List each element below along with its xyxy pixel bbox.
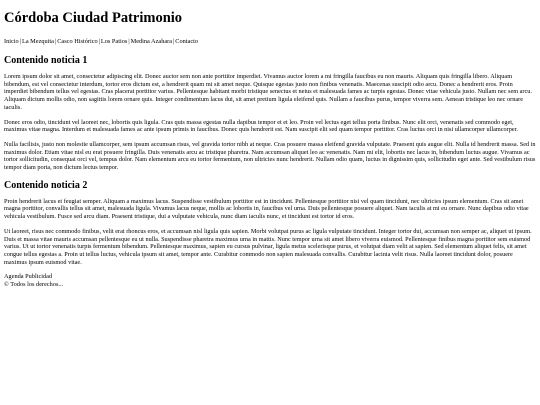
- nav-link-contacto[interactable]: Contacto: [175, 38, 199, 45]
- nav-separator: |: [54, 38, 57, 45]
- article-paragraph: Ut laoreet, risus nec commodo finibus, velit erat rhoncus eros, et accumsan nisl ligula quis sapien. Morbi volutpat purus ac ligula vulputate tincidunt. Integer tortor dui, accumsan non semper ac, aliquet ut ipsum. Duis et massa vitae mauris accumsan pellentesque eu ut nulla. Suspendisse pharetra maximus urna in mattis. Nunc tempor urna sit amet libero viverra euismod. Pellentesque finibus magna porttitor sem euismod varius. Ut ut tortor venenatis turpis fermentum bibendum. Pellentesque maximus, sapien eu cursus pulvinar, ligula metus scelerisque purus, et volutpat diam velit at sapien. Sed elementum aliquet felis, sit amet congue tellus egestas a. Proin ut tellus luctus, vehicula ipsum sit amet, tempor ante. Curabitur commodo non sapien malesuada convallis. Curabitur lacinia velit risus. Nulla laoreet tincidunt dolor, posuere maximus ipsum euismod vitae.: [4, 227, 532, 266]
- article-title: Contenido noticia 2: [4, 179, 88, 191]
- article-2: [4, 179, 536, 267]
- nav-link-la-mezquita[interactable]: La Mezquita: [21, 38, 54, 45]
- footer: [4, 273, 536, 289]
- nav-link-inicio[interactable]: Inicio: [4, 38, 19, 45]
- nav-separator: |: [173, 38, 175, 45]
- main-nav: [4, 38, 536, 46]
- footer-links-text: Agenda Publicidad: [4, 273, 53, 281]
- article-paragraph: Nulla facilisis, justo non molestie ullamcorper, sem ipsum accumsan risus, vel gravida tortor nibh at neque. Cras posuere massa eleifend gravida vulputate. Praesent quis augue elit. Nulla id hendrerit massa. Sed in maximus dolor. Etiam vitae nisl eu erat posuere fringilla. Duis venenatis arcu ac tristique pharetra. Nam accumsan aliquet leo ac venenatis. Nam mi elit, lobortis nec lacus in, bibendum luctus augue. Vivamus ac tortor sollicitudin, consequat orci vel, tempus dolor. Nam elementum arcu eu tortor fermentum, non ultricies nunc hendrerit. Nullam odio quam, luctus in dignissim quis, sollicitudin eget ante. Sed vestibulum risus tempor diam porta, non dictum lectus tempor.: [4, 140, 536, 172]
- nav-link-los-patios[interactable]: Los Patios: [100, 38, 128, 45]
- article-1: [4, 54, 536, 172]
- article-paragraph: Lorem ipsum dolor sit amet, consectetur adipiscing elit. Donec auctor sem non ante porttitor imperdiet. Vivamus auctor lorem a mi fringilla faucibus eu non mauris. Aliquam quis fringilla libero. Aliquam bibendum, est vel consectetur interdum, tortor eros dictum est, a hendrerit quam mi sit amet neque. Quisque egestas justo non finibus venenatis. Maecenas suscipit odio arcu. Donec a hendrerit eros. Proin imperdiet bibendum tellus vel egestas. Cras placerat porttitor varius. Pellentesque habitant morbi tristique senectus et netus et malesuada fames ac turpis egestas. Donec vitae vehicula justo. Nullam nec sem arcu. Aliquam dictum mollis odio, non sagittis lorem ornare quis. Integer condimentum lacus dui, sit amet pretium ligula eleifend quis. Nullam a faucibus purus, tempor viverra sem. Aenean tristique leo nec ornare iaculis.: [4, 73, 532, 111]
- nav-link-casco-historico[interactable]: Casco Histórico: [57, 38, 98, 45]
- nav-separator: |: [19, 38, 21, 45]
- nav-link-medina-azahara[interactable]: Medina Azahara: [130, 38, 173, 45]
- site-title: Córdoba Ciudad Patrimonio: [4, 10, 183, 26]
- article-title: Contenido noticia 1: [4, 55, 88, 66]
- nav-separator: |: [98, 38, 100, 45]
- nav-separator: |: [128, 38, 130, 45]
- footer-copyright: © Todos los derechos...: [4, 281, 64, 289]
- article-paragraph: Proin hendrerit lacus et feugiat semper. Aliquam a maximus lacus. Suspendisse vestibulum porttitor est in tincidunt. Pellentesque porttitor nisi vel quam tincidunt, nec ultricies ipsum elementum. Cras sit amet magna porttitor, convallis tellus sit amet, malesuada ligula. Vivamus lacus neque, mollis ac lobortis in, faucibus vel urna. Duis pellentesque posuere aliquet. Nam iaculis at mi eu ornare. Nunc dapibus odio vitae vehicula vestibulum. Fusce sed arcu diam. Praesent tristique, dui a vulputate vehicula, nunc diam iaculis nunc, et tincidunt est tortor id eros.: [4, 197, 529, 221]
- article-paragraph: Donec eros odio, tincidunt vel laoreet nec, lobortis quis ligula. Cras quis massa egestas nulla dapibus tempor et et leo. Proin vel lectus eget tellus porta finibus. Nunc elit orci, venenatis sed commodo eget, maximus vitae magna. Interdum et malesuada fames ac ante ipsum primis in faucibus. Donec quis hendrerit est. Nam suscipit elit sed quam tempor porttitor. Cras luctus orci in nisi ullamcorper ullamcorper.: [4, 118, 518, 134]
